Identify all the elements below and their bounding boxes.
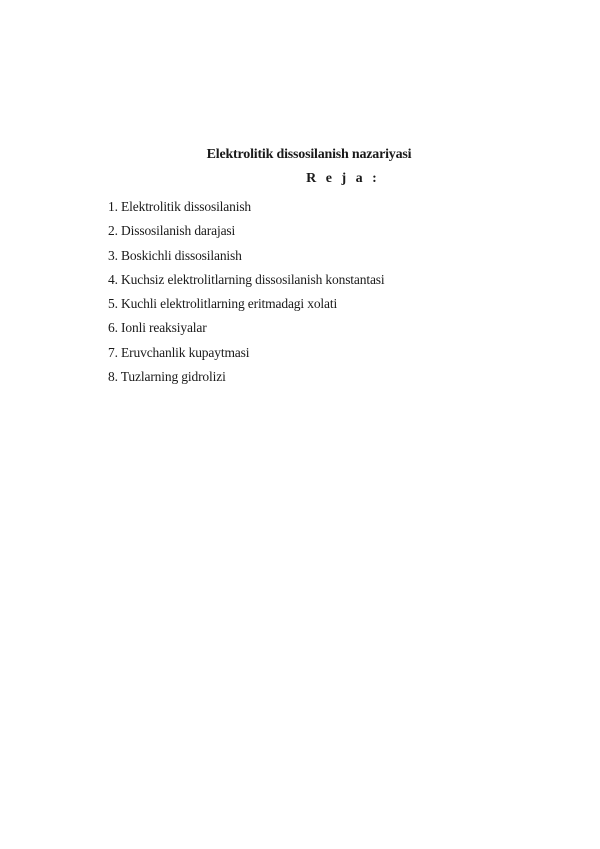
plan-heading: R e j a : (306, 171, 380, 186)
plan-item: 6. Ionli reaksiyalar (108, 320, 207, 336)
plan-item: 1. Elektrolitik dissosilanish (108, 199, 252, 214)
plan-item: 5. Kuchli elektrolitlarning eritmadagi xolati (108, 296, 338, 312)
plan-item: 2. Dissosilanish darajasi (108, 223, 236, 239)
plan-item: 4. Kuchsiz elektrolitlarning dissosilanish konstantasi (108, 271, 385, 287)
plan-item: 8. Tuzlarning gidrolizi (108, 369, 226, 385)
plan-list (108, 195, 385, 389)
plan-item: 3. Boskichli dissosilanish (108, 247, 242, 263)
plan-item: 7. Eruvchanlik kupaytmasi (108, 344, 250, 360)
document-title: Elektrolitik dissosilanish nazariyasi (206, 147, 412, 162)
